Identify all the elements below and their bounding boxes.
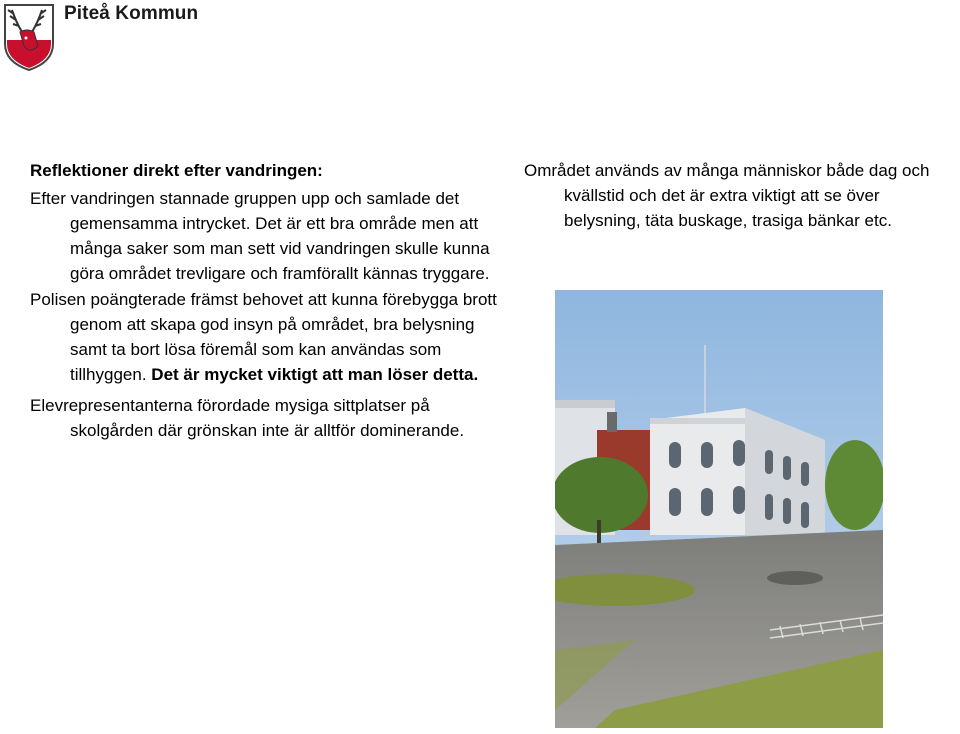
paragraph-police	[30, 287, 500, 387]
paragraph-police-text: Polisen poängterade främst behovet att kunna förebygga brott genom att skapa god insyn på området, bra belysning samt ta bort lösa föremål som kan användas som tillhyggen.	[30, 290, 497, 384]
reindeer-coat-of-arms-icon	[2, 2, 56, 72]
organization-name: Piteå Kommun	[64, 3, 199, 24]
reflections-section	[30, 158, 500, 443]
paragraph-group-impression: Efter vandringen stannade gruppen upp och samlade det gemensamma intrycket. Det är ett bra område men att många saker som man sett vid vandringen skulle kunna göra området trevligare och framförallt kännas tryggare.	[30, 189, 490, 283]
section-heading: Reflektioner direkt efter vandringen:	[30, 161, 323, 180]
paragraph-usage: Området används av många människor både dag och kvällstid och det är extra viktigt att se över belysning, täta buskage, trasiga bänkar etc.	[524, 161, 930, 230]
school-building-photo	[555, 290, 883, 728]
paragraph-students: Elevrepresentanterna förordade mysiga sittplatser på skolgården där grönskan inte är alltför dominerande.	[30, 396, 465, 440]
usage-section	[524, 158, 960, 233]
paragraph-police-emphasis: Det är mycket viktigt att man löser detta.	[151, 365, 479, 384]
